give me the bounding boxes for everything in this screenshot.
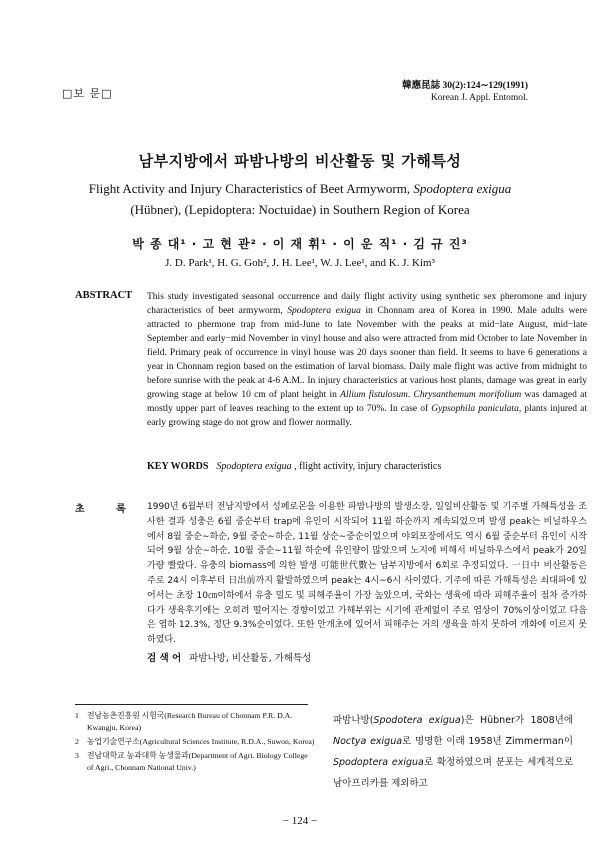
authors-korean: 박 종 대¹ · 고 현 관² · 이 재 휘¹ · 이 운 직¹ · 김 규 진³ [132,237,468,251]
keywords [147,461,587,472]
footnotes [75,710,315,776]
abstract-allium: Allium fistulosum [340,390,408,400]
korean-abstract-body: 1990년 6월부터 전남지방에서 성페로몬을 이용한 파밤나방의 발생소장, 일일비산활동 및 기주별 가해특성을 조사한 결과 성충은 6월 중순부터 trap에 유인이 시작되어 11월 하순까지 계속되었으며 발생 peak는 비닐하우스에서 8월 중순∼하순, 9월 중순∼하순, 11월 상순∼중순이었으며 야외포장에서도 역시 6월 중순부터 유인이 시작되어 9월 상순∼하순, 10월 중순∼11월 하순에 유인량이 많았으며 노지에 비해서 비닐하우스에서 peak가 20일 가량 빨랐다. 유충의 biomass에 의한 발생 可能世代數는 남부지방에서 6회로 추정되었다. 一日中 비산활동은 주로 24시 이후부터 日出前까지 활발하였으며 peak는 4시∼6시 사이였다. 기주에 따른 가해특성은 쇠대파에 있어서는 초장 10㎝이하에서 유충 밀도 및 피해주율이 가장 높았으며, 국화는 생육에 따라 피해주율이 점차 증가하다가 생육후기에는 오히려 떨어지는 경향이었고 가해부위는 시기에 관계없이 주로 엽상이 70%이상이었고 다음은 엽하 12.3%, 정단 9.3%순이었다. 또한 안개초에 있어서 피해주는 거의 생육을 하지 못하여 개화에 이르지 못하였다. [147,502,587,646]
intro-b: )은 Hübner가 1808년에 [460,715,573,726]
title-en-part1: Flight Activity and Injury Characteristics of Beet Armyworm, [88,181,414,196]
abstract-text-1: This study investigated seasonal occurrence and daily flight activity using synthetic sex pheromone and injury characteristics of beet armyworm, [147,292,587,316]
footnote-1 [75,710,315,734]
title-en-species: Spodoptera exigua [413,181,512,196]
korean-keywords-rest: 파밤나방, 비산활동, 가해특성 [189,653,312,664]
abstract-species: Spodoptera exigua [287,306,361,316]
abstract-text-5: , plants injured at early growing stage do not grow and flower normally. [147,404,587,428]
footnote-text: 전남대학교 농과대학 농생물과(Department of Agri. Biology College of Agri., Chonnam National Univ.) [87,751,308,772]
abstract-text-2: in Chonnam area of Korea in 1990. Male adults were attracted to phermone trap from mid-June to late November with the peaks at mid−late August, mid−late September and early−mid November in vinyl house and also were attracted from mid October to late November in field. Primary peak of occurrence in vinyl house was 20 days sooner than field. It seems to have 6 generations a year in Chonnam region based on the estimation of larval biomass. Daily male flight was active from midnight to before sunrise with the peak at 4-6 A.M.. In injury characteristics at various host plants, damage was great in early growing stage at below 10 cm of plant height in [147,306,587,400]
abstract-text-3: . [407,390,414,400]
journal-name-en: Korean J. Appl. Entomol. [430,93,528,103]
footnote-text: 전남농촌진흥원 시험국(Research Bureau of Chonnam P.R. D.A. Kwangju, Korea) [87,711,293,732]
footnote-2 [75,736,315,748]
title-english [60,178,540,220]
footnote-number: 3 [75,751,79,760]
abstract-label: ABSTRACT [75,290,133,301]
abstract-text-4: was damaged at mostly upper part of leaves reaching to the extent up to 70%. In case of [147,390,588,414]
page-number: − 124 − [282,815,318,827]
intro-c: 로 명명한 이래 1958년 Zimmerman이 [402,736,573,747]
intro-species-2: Noctya exigua [333,736,403,747]
abstract-body [147,290,587,430]
footnote-number: 1 [75,711,79,720]
korean-keywords-label: 검 색 어 [147,653,182,664]
authors-english: J. D. Park¹, H. G. Goh², J. H. Lee¹, W. J. Lee¹, and K. J. Kim³ [165,257,435,269]
journal-volume-line: 韓應昆誌 30(2):124∼129(1991) [402,81,528,91]
intro-a: 파밤나방( [333,715,374,726]
footnote-text: 농업기술연구소(Agricultural Sciences Institute, R.D.A., Suwon, Korea) [87,737,315,746]
korean-keywords [147,650,311,664]
journal-citation [402,80,528,104]
keywords-label: KEY WORDS [147,461,209,472]
footnote-divider [75,704,308,705]
title-en-line2: (Hübner), (Lepidoptera: Noctuidae) in Southern Region of Korea [130,202,470,217]
keywords-species: Spodoptera exigua [216,461,292,472]
abstract-gypsophila: Gypsophila paniculata [431,404,519,414]
footnote-number: 2 [75,737,79,746]
introduction-text [333,710,573,794]
intro-d: 로 확정하였으며 분포는 세계적으로 남아프리카를 제외하고 [333,757,573,789]
korean-abstract-label: 초 록 [75,504,140,515]
intro-species-3: Spodoptera exigua [333,757,424,768]
abstract-chrysanthemum: Chrysanthemum morifolium [413,390,522,400]
intro-species-1: Spodotera exigua [373,715,461,726]
keywords-rest: , flight activity, injury characteristics [291,461,442,472]
article-type-label: □보 문□ [62,87,113,100]
footnote-3 [75,750,315,774]
title-korean: 남부지방에서 파밤나방의 비산활동 및 가해특성 [138,152,462,170]
